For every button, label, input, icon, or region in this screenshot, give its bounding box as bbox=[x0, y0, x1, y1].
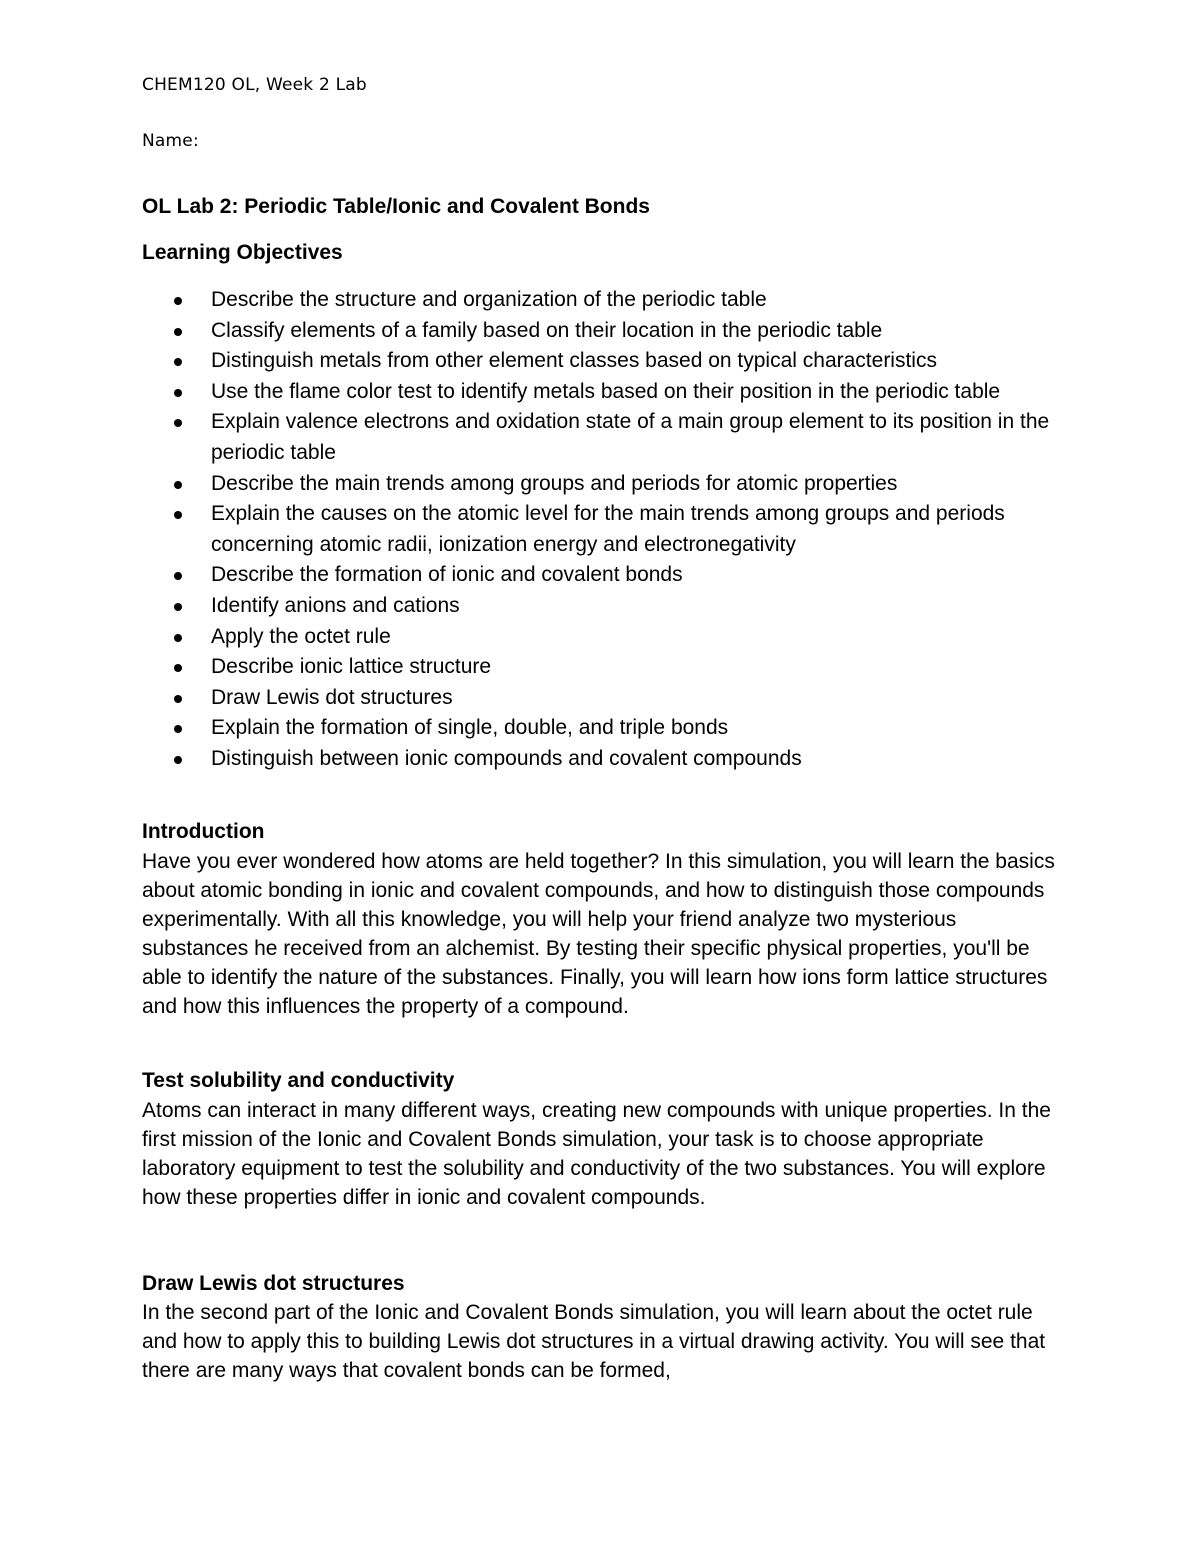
objective-text: Describe ionic lattice structure bbox=[211, 655, 492, 679]
solubility-heading: Test solubility and conductivity bbox=[142, 1069, 455, 1092]
solubility-body: Atoms can interact in many different ways, creating new compounds with unique properties. In the first mission of the Ionic and Covalent Bonds simulation, your task is to choose appropriate laboratory equipment to test the solubility and conductivity of the two substances. You will explore how these properties differ in ionic and covalent compounds. bbox=[142, 1099, 1051, 1209]
objective-text: Explain the formation of single, double, and triple bonds bbox=[211, 716, 729, 740]
objective-text: Describe the formation of ionic and covalent bonds bbox=[211, 563, 683, 587]
objective-text: Explain the causes on the atomic level for the main trends among groups and periods concerning atomic radii, ionization energy and electronegativity bbox=[211, 502, 1005, 556]
list-item bbox=[142, 591, 1051, 622]
objective-text: Draw Lewis dot structures bbox=[211, 685, 453, 709]
objective-text: Explain valence electrons and oxidation state of a main group element to its position in the periodic table bbox=[211, 410, 1050, 464]
introduction-body: Have you ever wondered how atoms are held together? In this simulation, you will learn the basics about atomic bonding in ionic and covalent compounds, and how to distinguish those compounds experimentally. With all this knowledge, you will help your friend analyze two mysterious substances he received from an alchemist. By testing their specific physical properties, you'll be able to identify the nature of the substances. Finally, you will learn how ions form lattice structures and how this influences the property of a compound. bbox=[142, 850, 1055, 1018]
list-item bbox=[142, 469, 1051, 500]
list-item bbox=[142, 377, 1051, 408]
list-item bbox=[142, 407, 1051, 468]
bullet-icon bbox=[174, 725, 182, 733]
course-header: CHEM120 OL, Week 2 Lab bbox=[142, 75, 367, 95]
objective-text: Describe the structure and organization of the periodic table bbox=[211, 288, 767, 311]
objective-text: Describe the main trends among groups and periods for atomic properties bbox=[211, 471, 898, 495]
bullet-icon bbox=[174, 297, 182, 305]
list-item bbox=[142, 683, 1051, 714]
objective-text: Identify anions and cations bbox=[211, 593, 460, 617]
bullet-icon bbox=[174, 481, 182, 489]
bullet-icon bbox=[174, 695, 182, 703]
list-item bbox=[142, 499, 1051, 560]
list-item bbox=[142, 744, 1051, 775]
lewis-heading: Draw Lewis dot structures bbox=[142, 1272, 405, 1295]
bullet-icon bbox=[174, 389, 182, 397]
lab-title: OL Lab 2: Periodic Table/Ionic and Covalent Bonds bbox=[142, 195, 650, 218]
bullet-icon bbox=[174, 756, 182, 764]
bullet-icon bbox=[174, 419, 182, 427]
list-item bbox=[142, 622, 1051, 653]
objective-text: Classify elements of a family based on their location in the periodic table bbox=[211, 318, 883, 342]
bullet-icon bbox=[174, 664, 182, 672]
list-item bbox=[142, 713, 1051, 744]
bullet-icon bbox=[174, 328, 182, 336]
learning-objectives-list bbox=[142, 285, 1062, 775]
list-item bbox=[142, 346, 1051, 377]
bullet-icon bbox=[174, 358, 182, 366]
list-item bbox=[142, 560, 1051, 591]
introduction-heading: Introduction bbox=[142, 820, 265, 843]
name-label: Name: bbox=[142, 131, 199, 151]
list-item bbox=[142, 316, 1051, 347]
objective-text: Use the flame color test to identify metals based on their position in the periodic table bbox=[211, 379, 1001, 403]
learning-objectives-heading: Learning Objectives bbox=[142, 241, 343, 264]
bullet-icon bbox=[174, 511, 182, 519]
list-item bbox=[142, 285, 1051, 316]
objective-text: Apply the octet rule bbox=[211, 624, 391, 648]
objective-text: Distinguish between ionic compounds and covalent compounds bbox=[211, 746, 802, 770]
objective-text: Distinguish metals from other element classes based on typical characteristics bbox=[211, 349, 937, 373]
lewis-body: In the second part of the Ionic and Covalent Bonds simulation, you will learn about the octet rule and how to apply this to building Lewis dot structures in a virtual drawing activity. You will see that there are many ways that covalent bonds can be formed, bbox=[142, 1301, 1046, 1382]
list-item bbox=[142, 652, 1051, 683]
bullet-icon bbox=[174, 572, 182, 580]
bullet-icon bbox=[174, 634, 182, 642]
bullet-icon bbox=[174, 603, 182, 611]
